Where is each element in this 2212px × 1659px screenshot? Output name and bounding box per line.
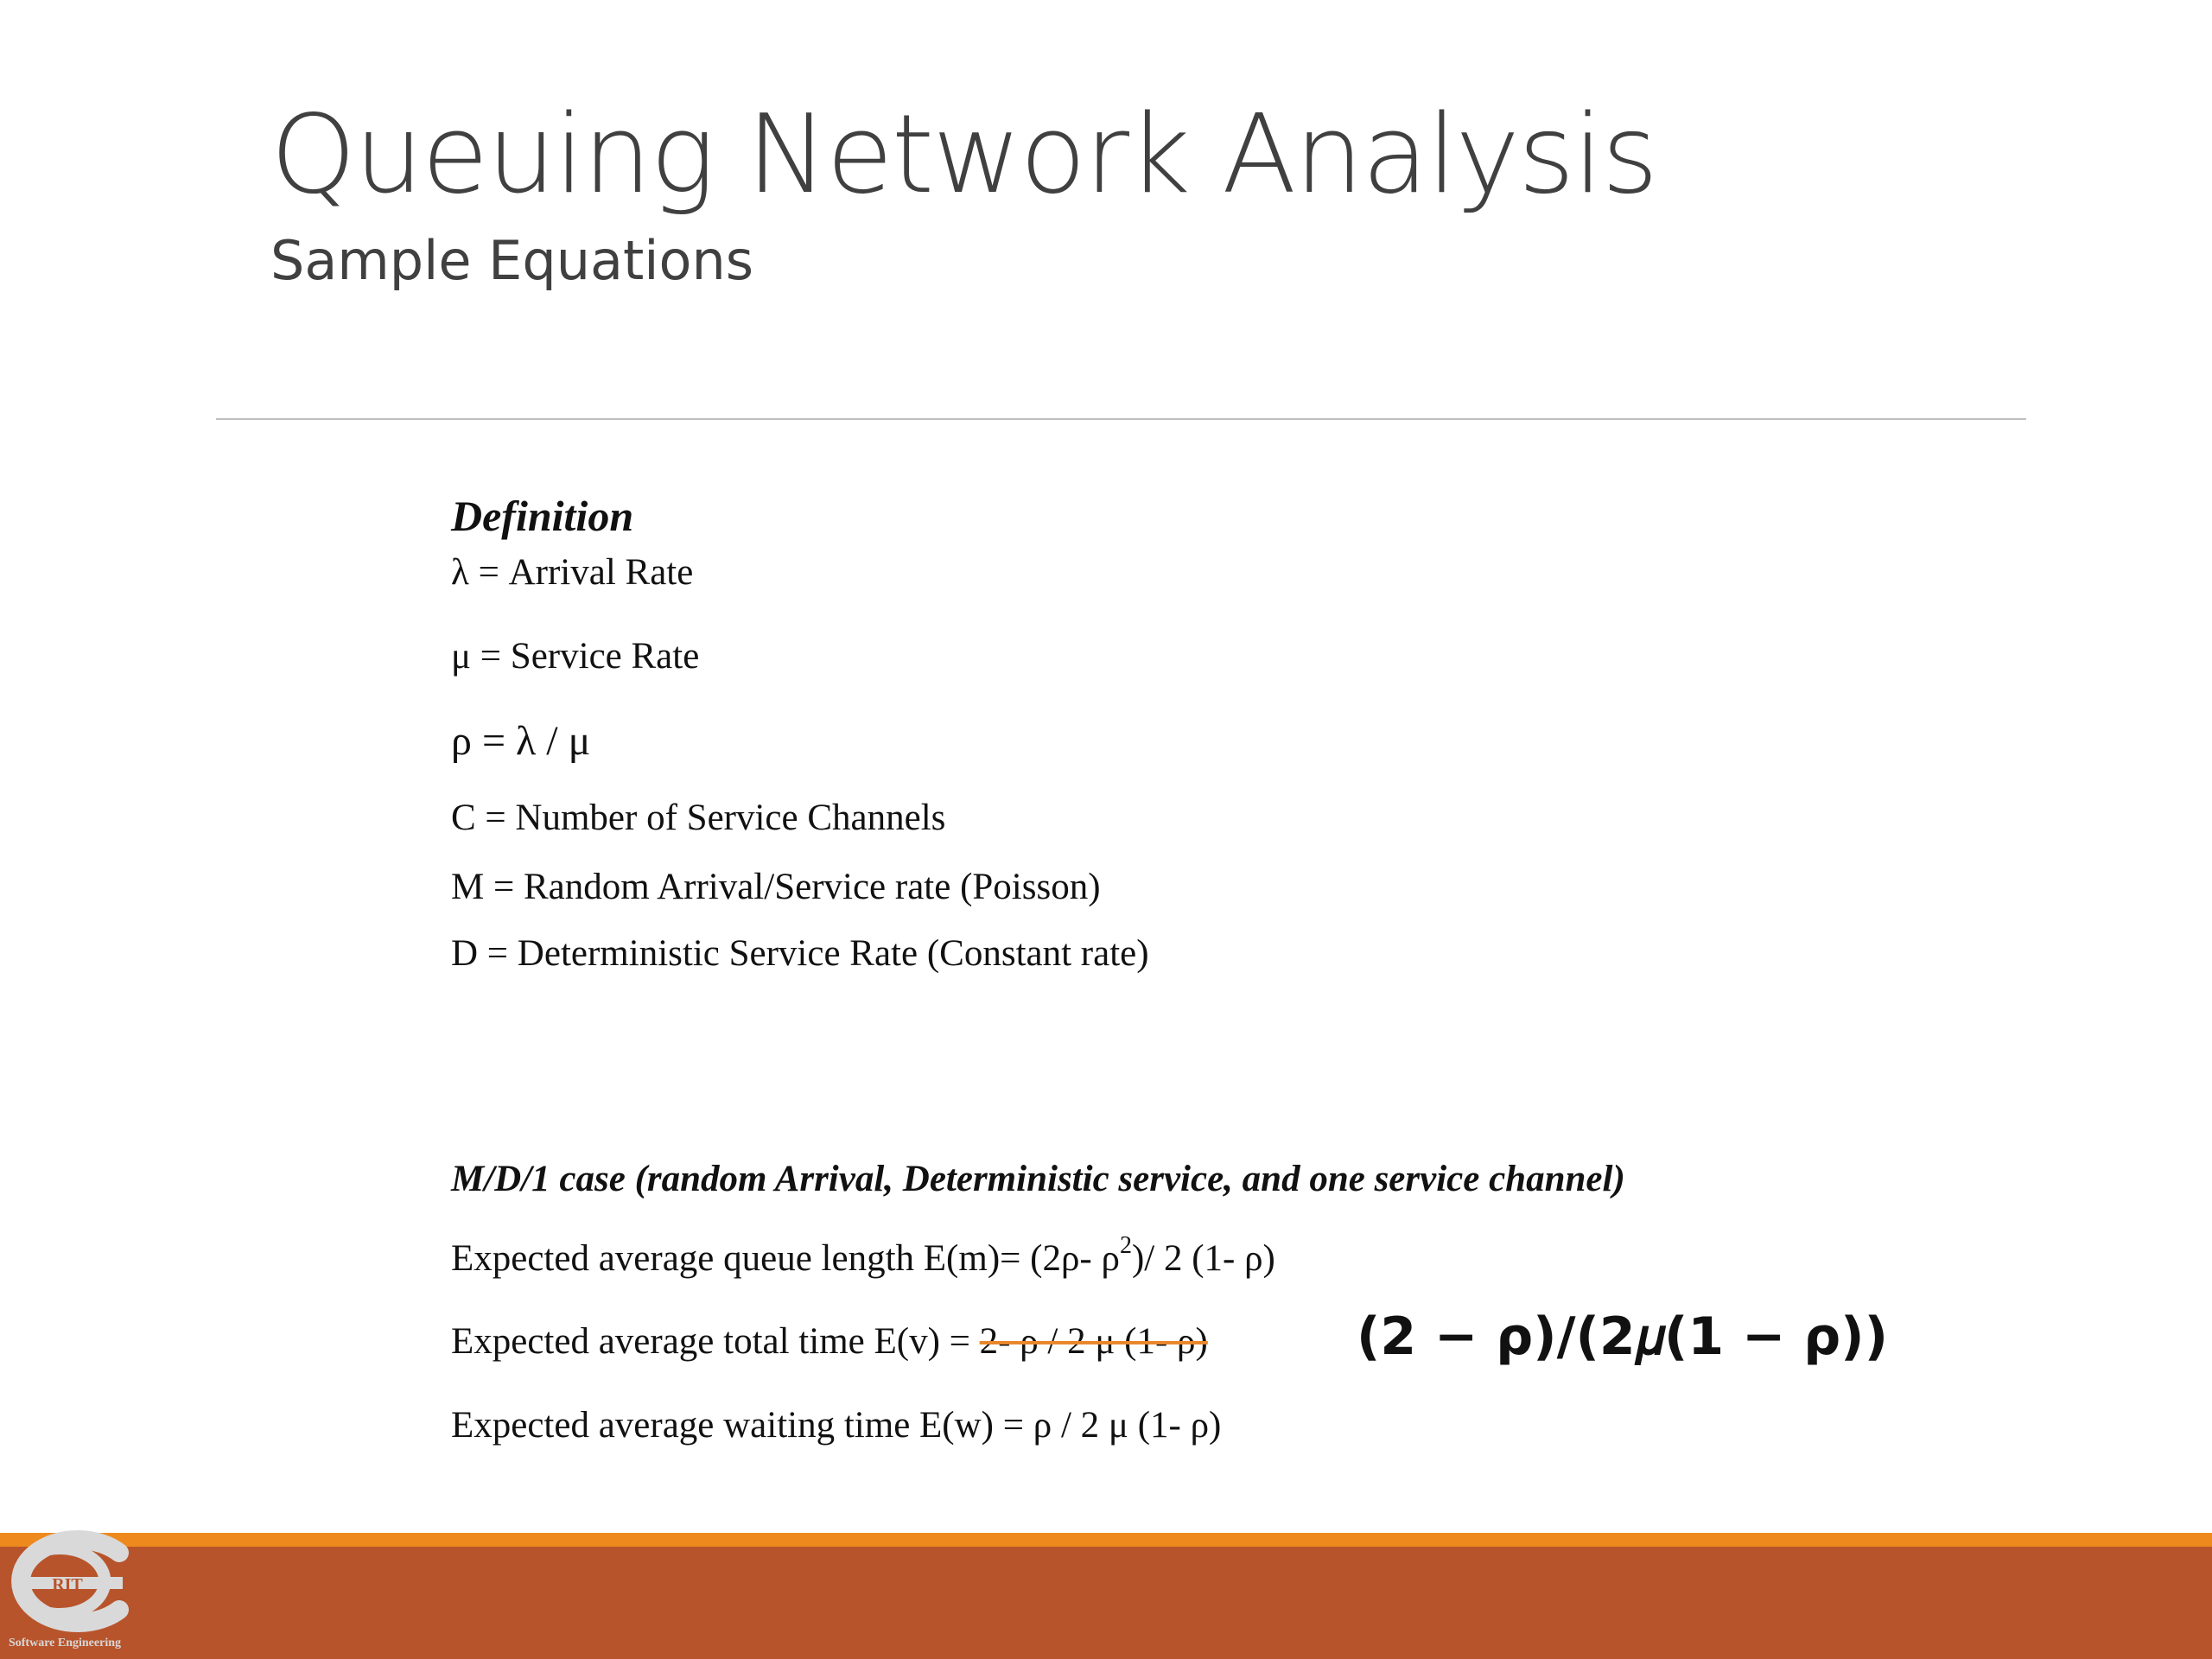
definition-channels: C = Number of Service Channels: [451, 798, 946, 838]
queue-length-equation: [451, 1232, 1275, 1280]
queue-length-text: Expected average queue length E(m)= (2ρ- ρ: [451, 1238, 1120, 1279]
definition-arrival-rate: λ = Arrival Rate: [451, 552, 694, 593]
md1-heading: M/D/1 case (random Arrival, Deterministic service, and one service channel): [451, 1159, 1625, 1199]
definition-service-rate: μ = Service Rate: [451, 636, 700, 677]
slide-title: Queuing Network Analysis: [270, 91, 1657, 218]
definition-m: M = Random Arrival/Service rate (Poisson): [451, 867, 1101, 907]
queue-length-rest: )/ 2 (1- ρ): [1131, 1238, 1275, 1279]
queue-length-exponent: 2: [1119, 1232, 1132, 1259]
slide-subtitle: Sample Equations: [270, 229, 754, 292]
logo-letters: RIT: [52, 1575, 83, 1594]
footer-band: [0, 1547, 2212, 1659]
logo-caption: Software Engineering: [8, 1637, 121, 1649]
total-time-equation: [451, 1320, 1208, 1363]
waiting-time-equation: Expected average waiting time E(w) = ρ / 2 μ (1- ρ): [451, 1405, 1222, 1446]
definition-rho: ρ = λ / μ: [451, 718, 591, 764]
total-time-text: Expected average total time E(v) =: [451, 1321, 980, 1362]
title-divider: [216, 418, 2026, 420]
total-time-struck-formula: 2- ρ / 2 μ (1- ρ): [979, 1321, 1208, 1362]
footer-accent-stripe: [0, 1533, 2212, 1547]
definition-heading: Definition: [451, 492, 634, 540]
definition-d: D = Deterministic Service Rate (Constant rate): [451, 933, 1149, 974]
total-time-correction: (2 − ρ)/(2𝜇(1 − ρ)): [1357, 1306, 1888, 1367]
